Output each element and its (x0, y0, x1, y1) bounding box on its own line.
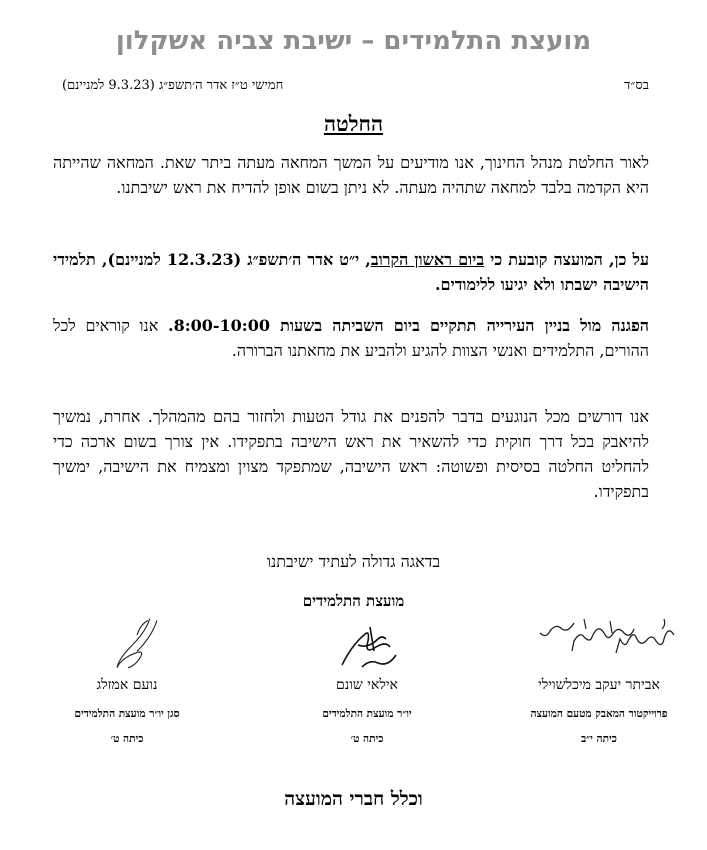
signature-block-3 (22, 615, 232, 745)
signature-1-name: אביתר יעקב מיכלשוילי (538, 677, 660, 693)
paragraph-3 (53, 313, 649, 363)
signature-2-name: אילאי שונם (336, 677, 398, 693)
signature-block-1 (494, 615, 704, 745)
handwritten-signature-2 (322, 615, 412, 675)
council-signature-heading: מועצת התלמידים (302, 592, 405, 610)
document-date: חמישי ט״ז אדר ה׳תשפ״ג (9.3.23 למניינם) (62, 78, 284, 93)
footer-line: וכלל חברי המועצה (284, 788, 423, 810)
header-title: מועצת התלמידים – ישיבת צביה אשקלון (115, 26, 592, 56)
decision-title: החלטה (323, 111, 384, 136)
signature-1-class: כיתה י״ב (581, 733, 617, 745)
signature-2-role: יו״ר מועצת התלמידים (322, 708, 412, 720)
handwritten-signature-1 (514, 615, 684, 675)
paragraph-3-rest: אנו קוראים לכל ההורים, התלמידים ואנשי הצוות להגיע ולהביע את מחאתנו הברורה. (53, 316, 649, 360)
closing-line: בדאגה גדולה לעתיד ישיבתנו (266, 552, 441, 571)
paragraph-1: לאור החלטת מנהל החינוך, אנו מודיעים על המשך המחאה מעתה ביתר שאת. המחאה שהייתה היא הקדמה בלבד למחאה שתהיה מעתה. לא ניתן בשום אופן להדיח את ראש ישיבתנו. (53, 153, 649, 197)
handwritten-signature-3 (82, 615, 172, 675)
paragraph-3-bold: הפגנה מול בניין העירייה תתקיים ביום השביתה בשעות 8:00-10:00. (168, 316, 649, 335)
paragraph-2 (53, 247, 649, 297)
signature-3-role: סגן יו״ר מועצת התלמידים (74, 708, 180, 720)
bsd-mark: בס״ד (624, 78, 649, 93)
paragraph-2-end: , י״ט אדר ה׳תשפ״ג (12.3.23 למניינם), תלמידי הישיבה ישבתו ולא יגיעו ללימודים. (53, 250, 649, 294)
signature-2-class: כיתה ט׳ (350, 733, 384, 745)
signature-block-2 (262, 615, 472, 745)
paragraph-4: אנו דורשים מכל הנוגעים בדבר להפנים את גודל הטעות ולחזור בהם מהמהלך. אחרת, נמשיך להיאבק בכל דרך חוקית כדי להשאיר את ראש הישיבה בתפקידו. אין צורך בשום ארכה כדי להחליט החלטה בסיסית ופשוטה: ראש הישיבה, שמתפקד מצוין ומצמיח את הישיבה, ימשיך בתפקידו. (53, 407, 649, 501)
paragraph-2-start: על כן, המועצה קובעת כי (484, 250, 650, 269)
signature-3-class: כיתה ט׳ (110, 733, 144, 745)
signature-1-role: פרוייקטור המאבק מטעם המועצה (530, 708, 668, 720)
signature-3-name: נועם אמזלג (96, 677, 158, 693)
paragraph-2-underlined: ביום ראשון הקרוב (370, 250, 485, 269)
